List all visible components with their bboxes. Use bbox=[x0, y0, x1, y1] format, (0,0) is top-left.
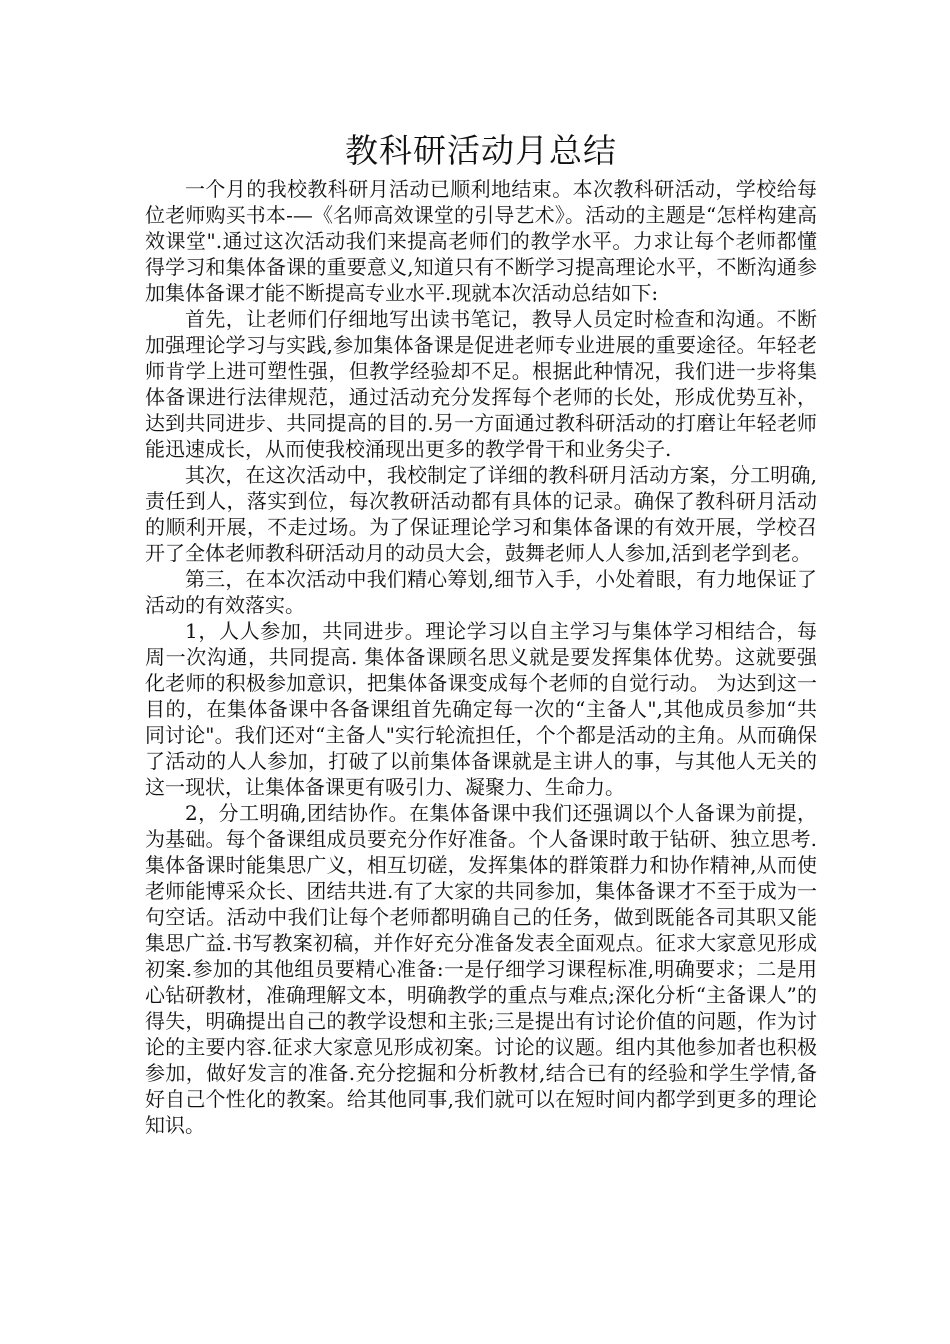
paragraph-point-1: 1，人人参加，共同进步。理论学习以自主学习与集体学习相结合，每周一次沟通，共同提高. 集体备课顾名思义就是要发挥集体优势。这就要强化老师的积极参加意识，把集体备课变成每个老师的自觉行动。 为达到这一目的，在集体备课中各备课组首先确定每一次的“主备人",其他成员参加“共同讨论"。我们还对“主备人"实行轮流担任，个个都是活动的主角。从而确保了活动的人人参加，打破了以前集体备课就是主讲人的事，与其他人无关的这一现状，让集体备课更有吸引力、凝聚力、生命力。 bbox=[145, 619, 817, 799]
paragraph-third: 第三，在本次活动中我们精心筹划,细节入手，小处着眼，有力地保证了活动的有效落实。 bbox=[145, 567, 817, 617]
paragraph-second: 其次，在这次活动中，我校制定了详细的教科研月活动方案，分工明确,责任到人，落实到位，每次教研活动都有具体的记录。确保了教科研月活动的顺利开展，不走过场。为了保证理论学习和集体备课的有效开展，学校召开了全体老师教科研活动月的动员大会，鼓舞老师人人参加,活到老学到老。 bbox=[145, 463, 817, 565]
document-title: 教科研活动月总结 bbox=[345, 131, 617, 170]
paragraph-point-2: 2，分工明确,团结协作。在集体备课中我们还强调以个人备课为前提，为基础。每个备课组成员要充分作好准备。个人备课时敢于钻研、独立思考.集体备课时能集思广义，相互切磋，发挥集体的群策群力和协作精神,从而使老师能博采众长、团结共进.有了大家的共同参加，集体备课才不至于成为一句空话。活动中我们让每个老师都明确自己的任务，做到既能各司其职又能集思广益.书写教案初稿，并作好充分准备发表全面观点。征求大家意见形成初案.参加的其他组员要精心准备:一是仔细学习课程标准,明确要求；二是用心钻研教材，准确理解文本，明确教学的重点与难点;深化分析“主备课人”的得失，明确提出自己的教学设想和主张;三是提出有讨论价值的问题，作为讨论的主要内容.征求大家意见形成初案。讨论的议题。组内其他参加者也积极参加，做好发言的准备.充分挖掘和分析教材,结合已有的经验和学生学情,备好自己个性化的教案。给其他同事,我们就可以在短时间内都学到更多的理论知识。 bbox=[145, 801, 817, 1137]
document-body bbox=[145, 128, 817, 1138]
paragraph-first: 首先，让老师们仔细地写出读书笔记，教导人员定时检查和沟通。不断加强理论学习与实践,参加集体备课是促进老师专业进展的重要途径。年轻老师肯学上进可塑性强，但教学经验却不足。根据此种情况，我们进一步将集体备课进行法律规范，通过活动充分发挥每个老师的长处，形成优势互补，达到共同进步、共同提高的目的.另一方面通过教科研活动的打磨让年轻老师能迅速成长，从而使我校涌现出更多的教学骨干和业务尖子. bbox=[145, 307, 817, 461]
paragraph-intro: 一个月的我校教科研月活动已顺利地结束。本次教科研活动，学校给每位老师购买书本-—《名师高效课堂的引导艺术》。活动的主题是“怎样构建高效课堂".通过这次活动我们来提高老师们的教学水平。力求让每个老师都懂得学习和集体备课的重要意义,知道只有不断学习提高理论水平，不断沟通参加集体备课才能不断提高专业水平.现就本次活动总结如下: bbox=[145, 177, 817, 305]
